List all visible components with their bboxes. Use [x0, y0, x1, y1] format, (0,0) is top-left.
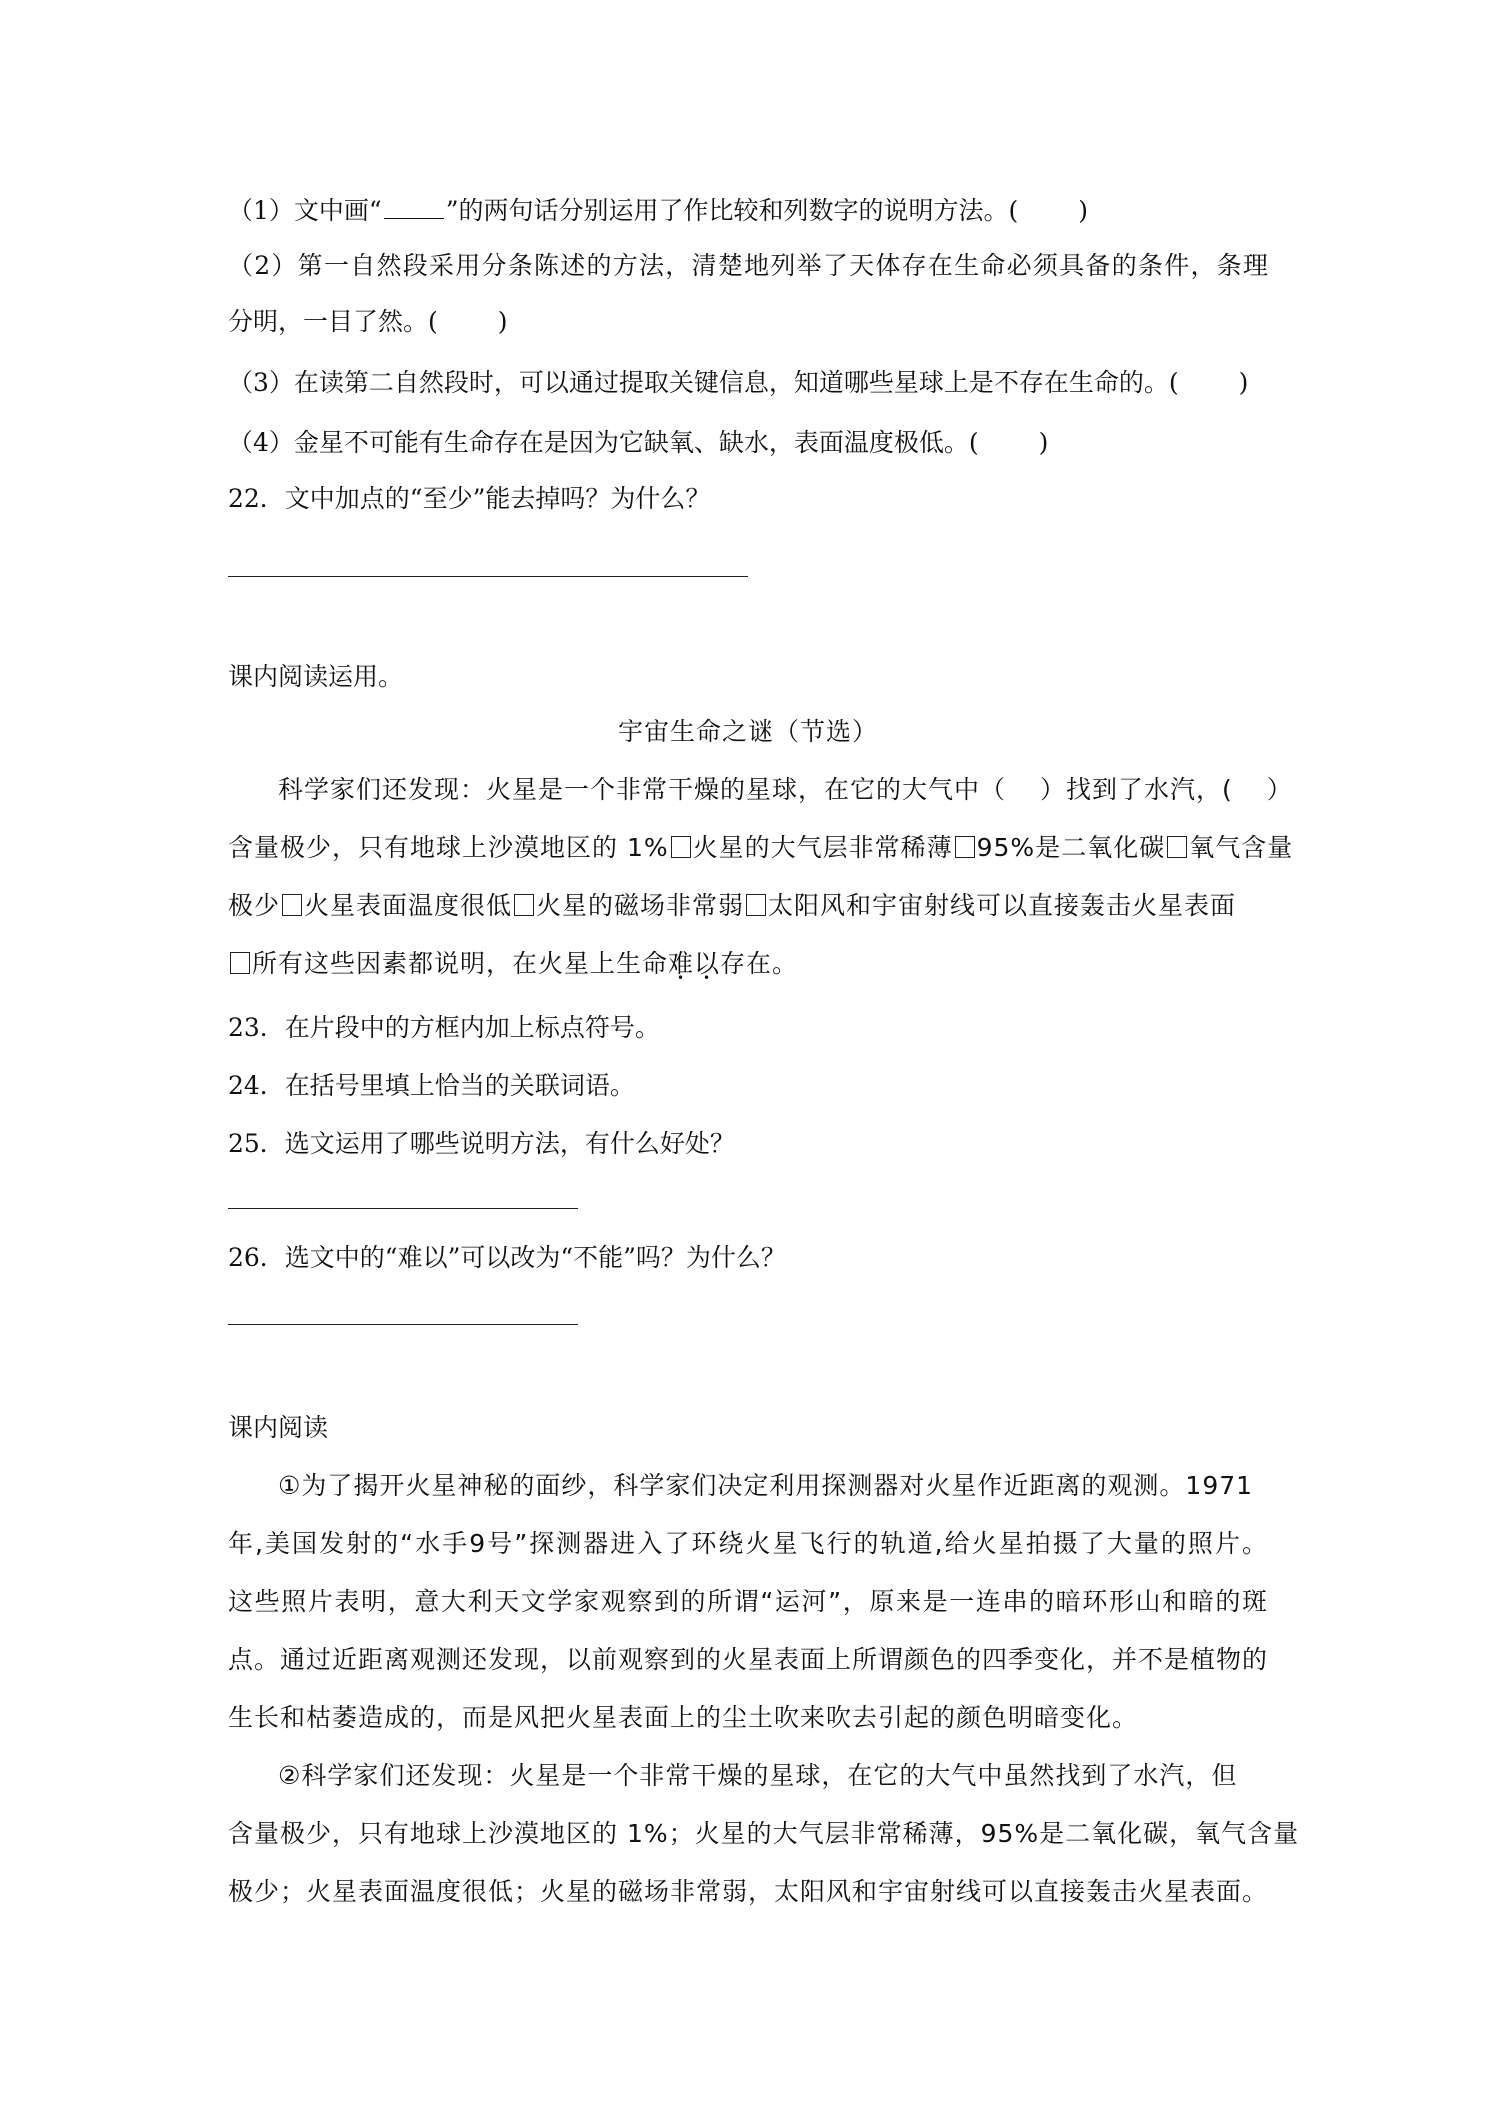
answer-line-25[interactable]: [228, 1208, 578, 1209]
p3-text-d: 太阳风和宇宙射线可以直接轰击火星表面: [768, 891, 1237, 920]
q2-text-a: 分明，一目了然。(: [228, 307, 438, 336]
q1-text-a: （1）文中画“: [228, 196, 382, 225]
question-26: 26．选文中的“难以”可以改为“不能”吗？为什么？: [228, 1243, 786, 1272]
p1-text-c: ）: [1266, 775, 1293, 804]
q1-text-b: ”的两句话分别运用了作比较和列数字的说明方法。(: [445, 196, 1019, 225]
section-3-heading: 课内阅读: [228, 1413, 329, 1442]
question-1: [228, 193, 1268, 229]
p1-text-b: ）找到了水汽，(: [1040, 775, 1233, 804]
q1-text-c: ): [1078, 196, 1088, 225]
q2-text-b: ): [497, 307, 508, 336]
q4-text-a: （4）金星不可能有生命存在是因为它缺氧、缺水，表面温度极低。(: [228, 428, 979, 457]
q3-text-a: （3）在读第二自然段时，可以通过提取关键信息，知道哪些星球上是不存在生命的。(: [228, 368, 1179, 397]
para2-line-3: 极少；火星表面温度很低；火星的磁场非常弱，太阳风和宇宙射线可以直接轰击火星表面。: [228, 1877, 1269, 1906]
question-22: 22．文中加点的“至少”能去掉吗？为什么？: [228, 484, 711, 513]
punctuation-box[interactable]: [955, 836, 975, 858]
q4-text-b: ): [1038, 428, 1049, 457]
answer-line-26[interactable]: [228, 1324, 578, 1325]
p2-text-c: 95%是二氧化碳: [976, 833, 1166, 862]
question-2-line-2: [228, 304, 1268, 340]
para1-line-4: 点。通过近距离观测还发现，以前观察到的火星表面上所谓颜色的四季变化，并不是植物的: [228, 1645, 1269, 1674]
question-23: 23．在片段中的方框内加上标点符号。: [228, 1013, 660, 1042]
emphasis-dot-char: 以: [694, 949, 721, 978]
p2-text-d: 氧气含量: [1189, 833, 1294, 862]
passage-line-2: [228, 830, 1294, 866]
p4-text-a: 所有这些因素都说明，在火星上生命: [252, 949, 669, 978]
p3-text-a: 极少: [228, 891, 281, 920]
question-2-line-1: （2）第一自然段采用分条陈述的方法，清楚地列举了天体存在生命必须具备的条件，条理: [228, 251, 1268, 280]
question-3: [228, 365, 1268, 401]
punctuation-box[interactable]: [282, 894, 302, 916]
answer-line-22[interactable]: [228, 576, 748, 577]
q3-text-b: ): [1238, 368, 1249, 397]
question-4: [228, 425, 1268, 461]
para2-line-2: 含量极少，只有地球上沙漠地区的 1%；火星的大气层非常稀薄，95%是二氧化碳，氧气含量: [228, 1819, 1300, 1848]
passage-title: 宇宙生命之谜（节选）: [617, 717, 878, 746]
punctuation-box[interactable]: [1167, 836, 1187, 858]
para1-line-5: 生长和枯萎造成的，而是风把火星表面上的尘土吹来吹去引起的颜色明暗变化。: [228, 1703, 1139, 1732]
p2-text-a: 含量极少，只有地球上沙漠地区的 1%: [228, 833, 669, 862]
p4-text-b: 存在。: [720, 949, 799, 978]
p1-text-a: 科学家们还发现：火星是一个非常干燥的星球，在它的大气中（: [278, 775, 1007, 804]
emphasis-dot-char: 难: [668, 949, 695, 978]
p2-text-b: 火星的大气层非常稀薄: [692, 833, 953, 862]
underline-sample: [384, 198, 444, 219]
punctuation-box[interactable]: [230, 952, 250, 974]
passage-line-4: [228, 946, 1268, 982]
passage-line-1: [278, 772, 1293, 808]
punctuation-box[interactable]: [514, 894, 534, 916]
para1-line-3: 这些照片表明，意大利天文学家观察到的所谓“运河”，原来是一连串的暗环形山和暗的斑: [228, 1587, 1268, 1616]
question-25: 25．选文运用了哪些说明方法，有什么好处？: [228, 1129, 735, 1158]
question-24: 24．在括号里填上恰当的关联词语。: [228, 1071, 635, 1100]
passage-line-3: [228, 888, 1268, 924]
para1-line-2: 年,美国发射的“水手9号”探测器进入了环绕火星飞行的轨道,给火星拍摄了大量的照片。: [228, 1529, 1268, 1558]
punctuation-box[interactable]: [671, 836, 691, 858]
punctuation-box[interactable]: [746, 894, 766, 916]
para1-line-1: ①为了揭开火星神秘的面纱，科学家们决定利用探测器对火星作近距离的观测。1971: [278, 1471, 1254, 1500]
section-2-heading: 课内阅读运用。: [228, 662, 404, 691]
p3-text-c: 火星的磁场非常弱: [536, 891, 745, 920]
para2-line-1: ②科学家们还发现：火星是一个非常干燥的星球，在它的大气中虽然找到了水汽，但: [278, 1761, 1238, 1790]
p3-text-b: 火星表面温度很低: [304, 891, 513, 920]
